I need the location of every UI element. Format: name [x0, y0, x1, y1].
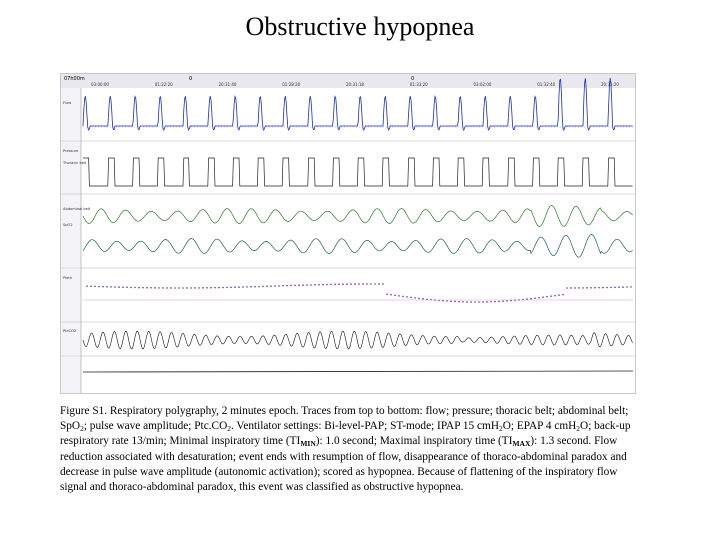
marker-a: 0 — [189, 76, 193, 82]
channel-label: Thoracic belt — [63, 161, 87, 165]
pulse-wave-trace — [83, 331, 633, 349]
marker-b: 0 — [411, 76, 415, 82]
polygraphy-svg — [61, 74, 635, 393]
channel-label: PtcCO2 — [63, 329, 77, 333]
signal-traces — [83, 78, 633, 372]
channel-label: SpO2 — [63, 223, 73, 227]
slide-title: Obstructive hypopnea — [245, 12, 475, 41]
channel-label: Pleth — [63, 276, 73, 280]
caption-line-3: respiratory rate 13/min; Minimal inspiratory time $(TI_{MIN})$: 1.0 second; Maximal inspiratory time $(TI_{MAX})$: 1.3 second. Flow — [60, 435, 618, 449]
label-column — [61, 88, 81, 393]
polygraphy-figure — [60, 73, 636, 394]
time-ticks — [91, 82, 619, 87]
time-tick: 01:32:40 — [537, 82, 556, 87]
time-tick: 20:31:40 — [218, 82, 237, 87]
channel-label: Flow — [63, 101, 72, 105]
epoch-label: 07h00m — [64, 76, 85, 82]
caption-line-5: decrease in pulse wave amplitude (autonomic activation); scored as hypopnea. Because of flattening of the inspiratory flow — [60, 465, 618, 478]
figure-caption — [60, 404, 660, 495]
time-tick: 01:33:20 — [409, 82, 428, 87]
time-tick: 03:02:00 — [473, 82, 492, 87]
caption-line-2: SpO$_2$; pulse wave amplitude; $Ptc.CO_2$. Ventilator settings: Bi-level-PAP; ST-mode; IPAP 15 cmH$_2$O; EPAP 4 cmH$_2$O; back-up — [60, 420, 631, 434]
caption-line-1: Figure S1. Respiratory polygraphy, 2 minutes epoch. Traces from top to bottom: flow; pressure; thoracic belt; abdominal belt; — [60, 405, 629, 417]
thoracic-belt-trace — [83, 206, 633, 227]
time-tick: 20:31:18 — [346, 82, 364, 87]
caption-line-6: signal and thoraco-abdominal paradox, this event was classified as obstructive hypopnea. — [60, 481, 464, 494]
pressure-trace — [83, 158, 633, 186]
time-tick: 03:00:00 — [91, 82, 109, 87]
abdominal-belt-trace — [83, 235, 633, 258]
time-tick: 01:22:20 — [154, 82, 173, 87]
channel-label: Pressure — [63, 149, 79, 153]
caption-line-4: reduction associated with desaturation; event ends with resumption of flow, disappearance of thoraco-abdominal paradox and — [60, 450, 627, 463]
ptcco2-trace — [83, 371, 633, 372]
time-tick: 20:35:20 — [601, 82, 619, 87]
time-tick: 01:28:20 — [282, 82, 301, 87]
channel-label: Abdominal belt — [63, 207, 91, 211]
